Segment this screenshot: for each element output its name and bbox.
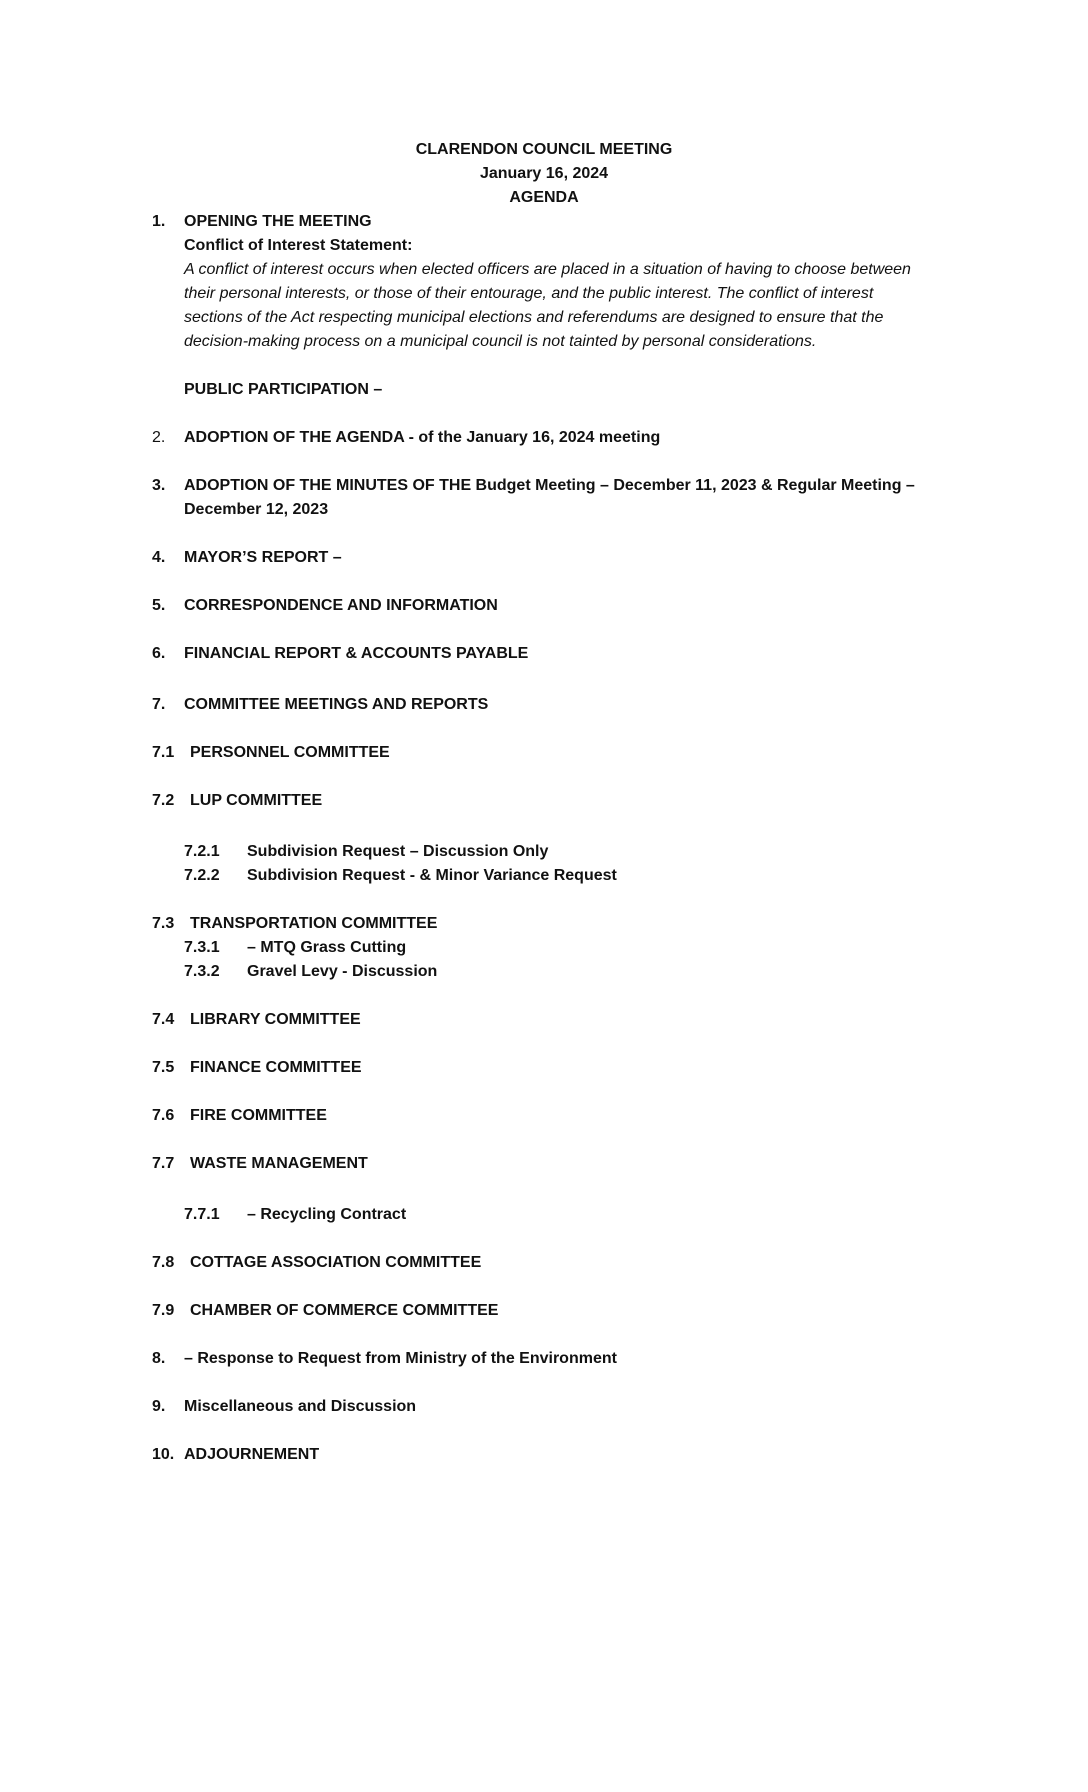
agenda-heading: AGENDA [509,189,579,206]
item-number: 7.2.2 [184,867,220,884]
item-number: 7.7 [152,1155,175,1172]
conflict-statement-line: decision-making process on a municipal council is not tainted by personal considerations. [184,333,817,350]
item-text: – Response to Request from Ministry of the Environment [184,1350,617,1367]
meeting-title: CLARENDON COUNCIL MEETING [415,141,673,158]
item-number: 10. [152,1446,175,1463]
item-number: 9. [152,1398,166,1415]
item-number: 8. [152,1350,166,1367]
item-text: FIRE COMMITTEE [190,1107,327,1124]
item-number: 7.5 [152,1059,175,1076]
item-number: 7.1 [152,744,175,761]
item-text: MAYOR’S REPORT – [184,549,342,566]
item-text: WASTE MANAGEMENT [190,1155,368,1172]
conflict-statement-line: sections of the Act respecting municipal elections and referendums are designed to ensure that the [184,309,884,326]
item-number: 2. [152,429,166,446]
item-number: 7.3.1 [184,939,220,956]
item-text: Subdivision Request - & Minor Variance Request [247,867,617,884]
conflict-heading: Conflict of Interest Statement: [184,237,413,254]
item-text: ADJOURNEMENT [184,1446,320,1463]
item-number: 5. [152,597,166,614]
item-text: – Recycling Contract [247,1206,407,1223]
item-number: 6. [152,645,166,662]
item-number: 7.4 [152,1011,175,1028]
agenda-item-3-continued: December 12, 2023 [184,501,329,518]
item-text: ADOPTION OF THE MINUTES OF THE Budget Meeting – December 11, 2023 & Regular Meeting – [184,477,915,494]
conflict-statement-line: their personal interests, or those of their entourage, and the public interest. The conflict of interest [184,285,874,302]
meeting-date: January 16, 2024 [479,165,609,182]
item-number: 3. [152,477,166,494]
item-number: 4. [152,549,166,566]
item-text: TRANSPORTATION COMMITTEE [190,915,438,932]
item-number: 7.8 [152,1254,175,1271]
item-text: CHAMBER OF COMMERCE COMMITTEE [190,1302,499,1319]
item-text: OPENING THE MEETING [184,213,372,230]
item-text: COMMITTEE MEETINGS AND REPORTS [184,696,489,713]
item-text: LUP COMMITTEE [190,792,323,809]
item-text: Gravel Levy - Discussion [247,963,438,980]
item-text: Miscellaneous and Discussion [184,1398,417,1415]
item-text: FINANCIAL REPORT & ACCOUNTS PAYABLE [184,645,529,662]
item-text: ADOPTION OF THE AGENDA - of the January 16, 2024 meeting [184,429,661,446]
item-number: 7.2 [152,792,175,809]
item-number: 7.3.2 [184,963,220,980]
item-number: 7.7.1 [184,1206,220,1223]
item-text: LIBRARY COMMITTEE [190,1011,361,1028]
item-text: FINANCE COMMITTEE [190,1059,362,1076]
item-number: 7. [152,696,166,713]
item-number: 7.9 [152,1302,175,1319]
item-number: 7.3 [152,915,175,932]
public-participation: PUBLIC PARTICIPATION – [184,381,383,398]
item-number: 1. [152,213,166,230]
conflict-statement-line: A conflict of interest occurs when elected officers are placed in a situation of having to choose between [184,261,911,278]
item-number: 7.6 [152,1107,175,1124]
item-text: – MTQ Grass Cutting [247,939,407,956]
item-text: CORRESPONDENCE AND INFORMATION [184,597,498,614]
item-text: PERSONNEL COMMITTEE [190,744,390,761]
item-text: Subdivision Request – Discussion Only [247,843,549,860]
item-text: COTTAGE ASSOCIATION COMMITTEE [190,1254,482,1271]
item-number: 7.2.1 [184,843,220,860]
